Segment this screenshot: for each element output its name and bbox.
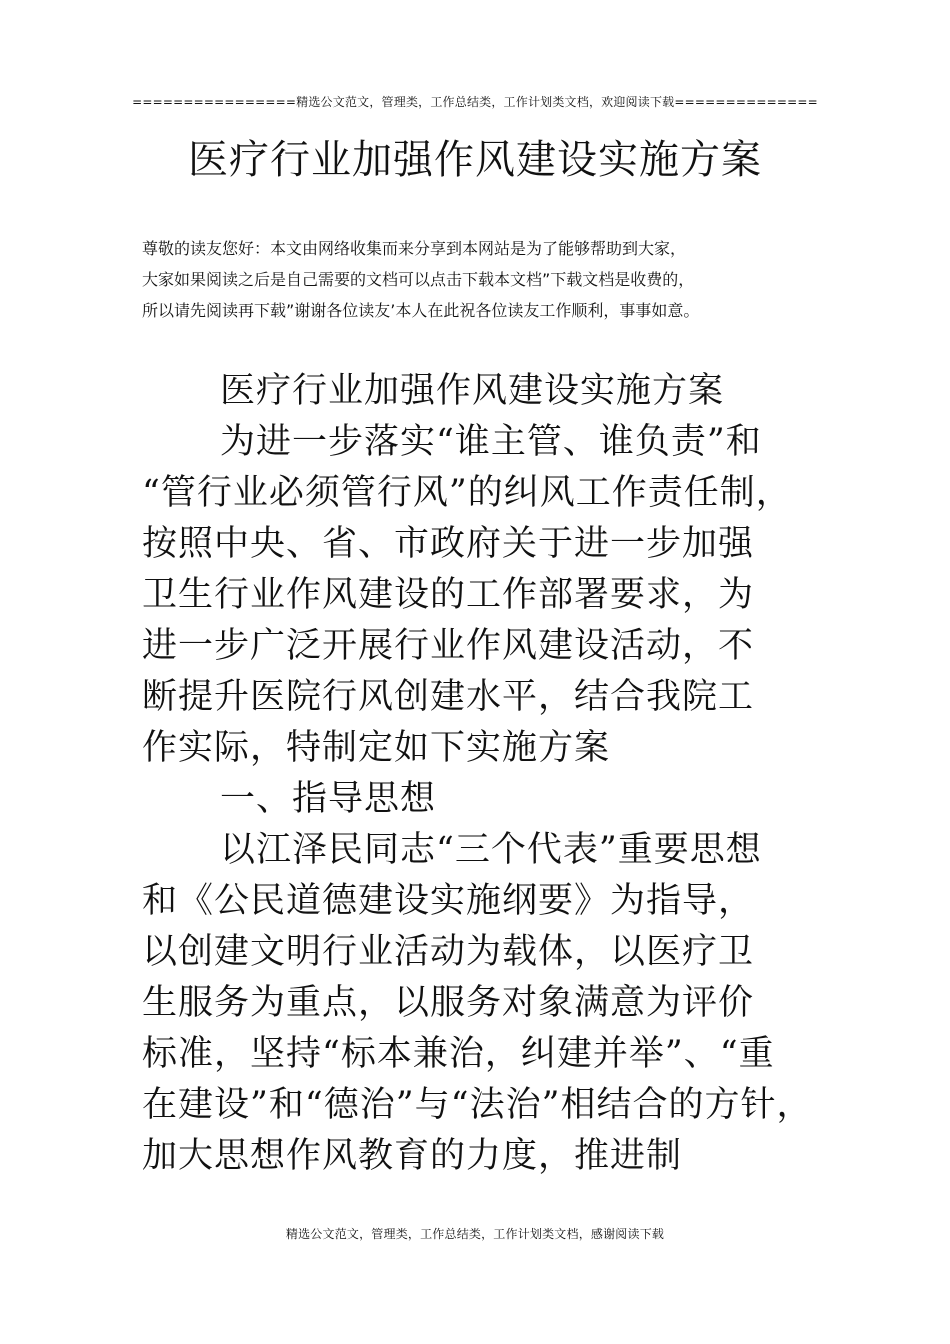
body-line: 作实际，特制定如下实施方案 [142, 728, 611, 768]
body-line: 加大思想作风教育的力度，推进制 [142, 1136, 683, 1176]
body-line: 按照中央、省、市政府关于进一步加强 [142, 524, 755, 564]
body-line: 标准，坚持“标本兼治，纠建并举”、“重 [142, 1034, 775, 1074]
body-line: 进一步广泛开展行业作风建设活动，不 [142, 626, 755, 666]
reader-notice [142, 233, 822, 326]
body-heading: 医疗行业加强作风建设实施方案 [220, 371, 725, 411]
section-heading: 一、指导思想 [220, 779, 437, 819]
notice-line: 所以请先阅读再下载”谢谢各位读友’本人在此祝各位读友工作顺利，事事如意。 [142, 301, 700, 320]
body-line: 以创建文明行业活动为载体，以医疗卫 [142, 932, 755, 972]
notice-line: 尊敬的读友您好：本文由网络收集而来分享到本网站是为了能够帮助到大家， [142, 239, 687, 258]
body-line: 以江泽民同志“三个代表”重要思想 [220, 830, 762, 870]
body-line: “管行业必须管行风”的纠风工作责任制， [142, 473, 792, 513]
body-line: 断提升医院行风创建水平，结合我院工 [142, 677, 755, 717]
footer-banner: 精选公文范文，管理类，工作总结类，工作计划类文档，感谢阅读下载 [285, 1227, 665, 1241]
body-line: 在建设”和“德治”与“法治”相结合的方针， [142, 1085, 813, 1125]
notice-line: 大家如果阅读之后是自己需要的文档可以点击下载本文档”下载文档是收费的， [142, 270, 695, 289]
body-line: 生服务为重点，以服务对象满意为评价 [142, 983, 755, 1023]
body-line: 卫生行业作风建设的工作部署要求，为 [142, 575, 755, 615]
body-line: 和《公民道德建设实施纲要》为指导， [142, 881, 755, 921]
document-body [142, 366, 822, 1182]
body-line: 为进一步落实“谁主管、谁负责”和 [220, 422, 762, 462]
document-title: 医疗行业加强作风建设实施方案 [188, 137, 762, 183]
header-banner: ================精选公文范文，管理类，工作总结类，工作计划类文档，欢迎阅读下载============== [132, 95, 818, 109]
